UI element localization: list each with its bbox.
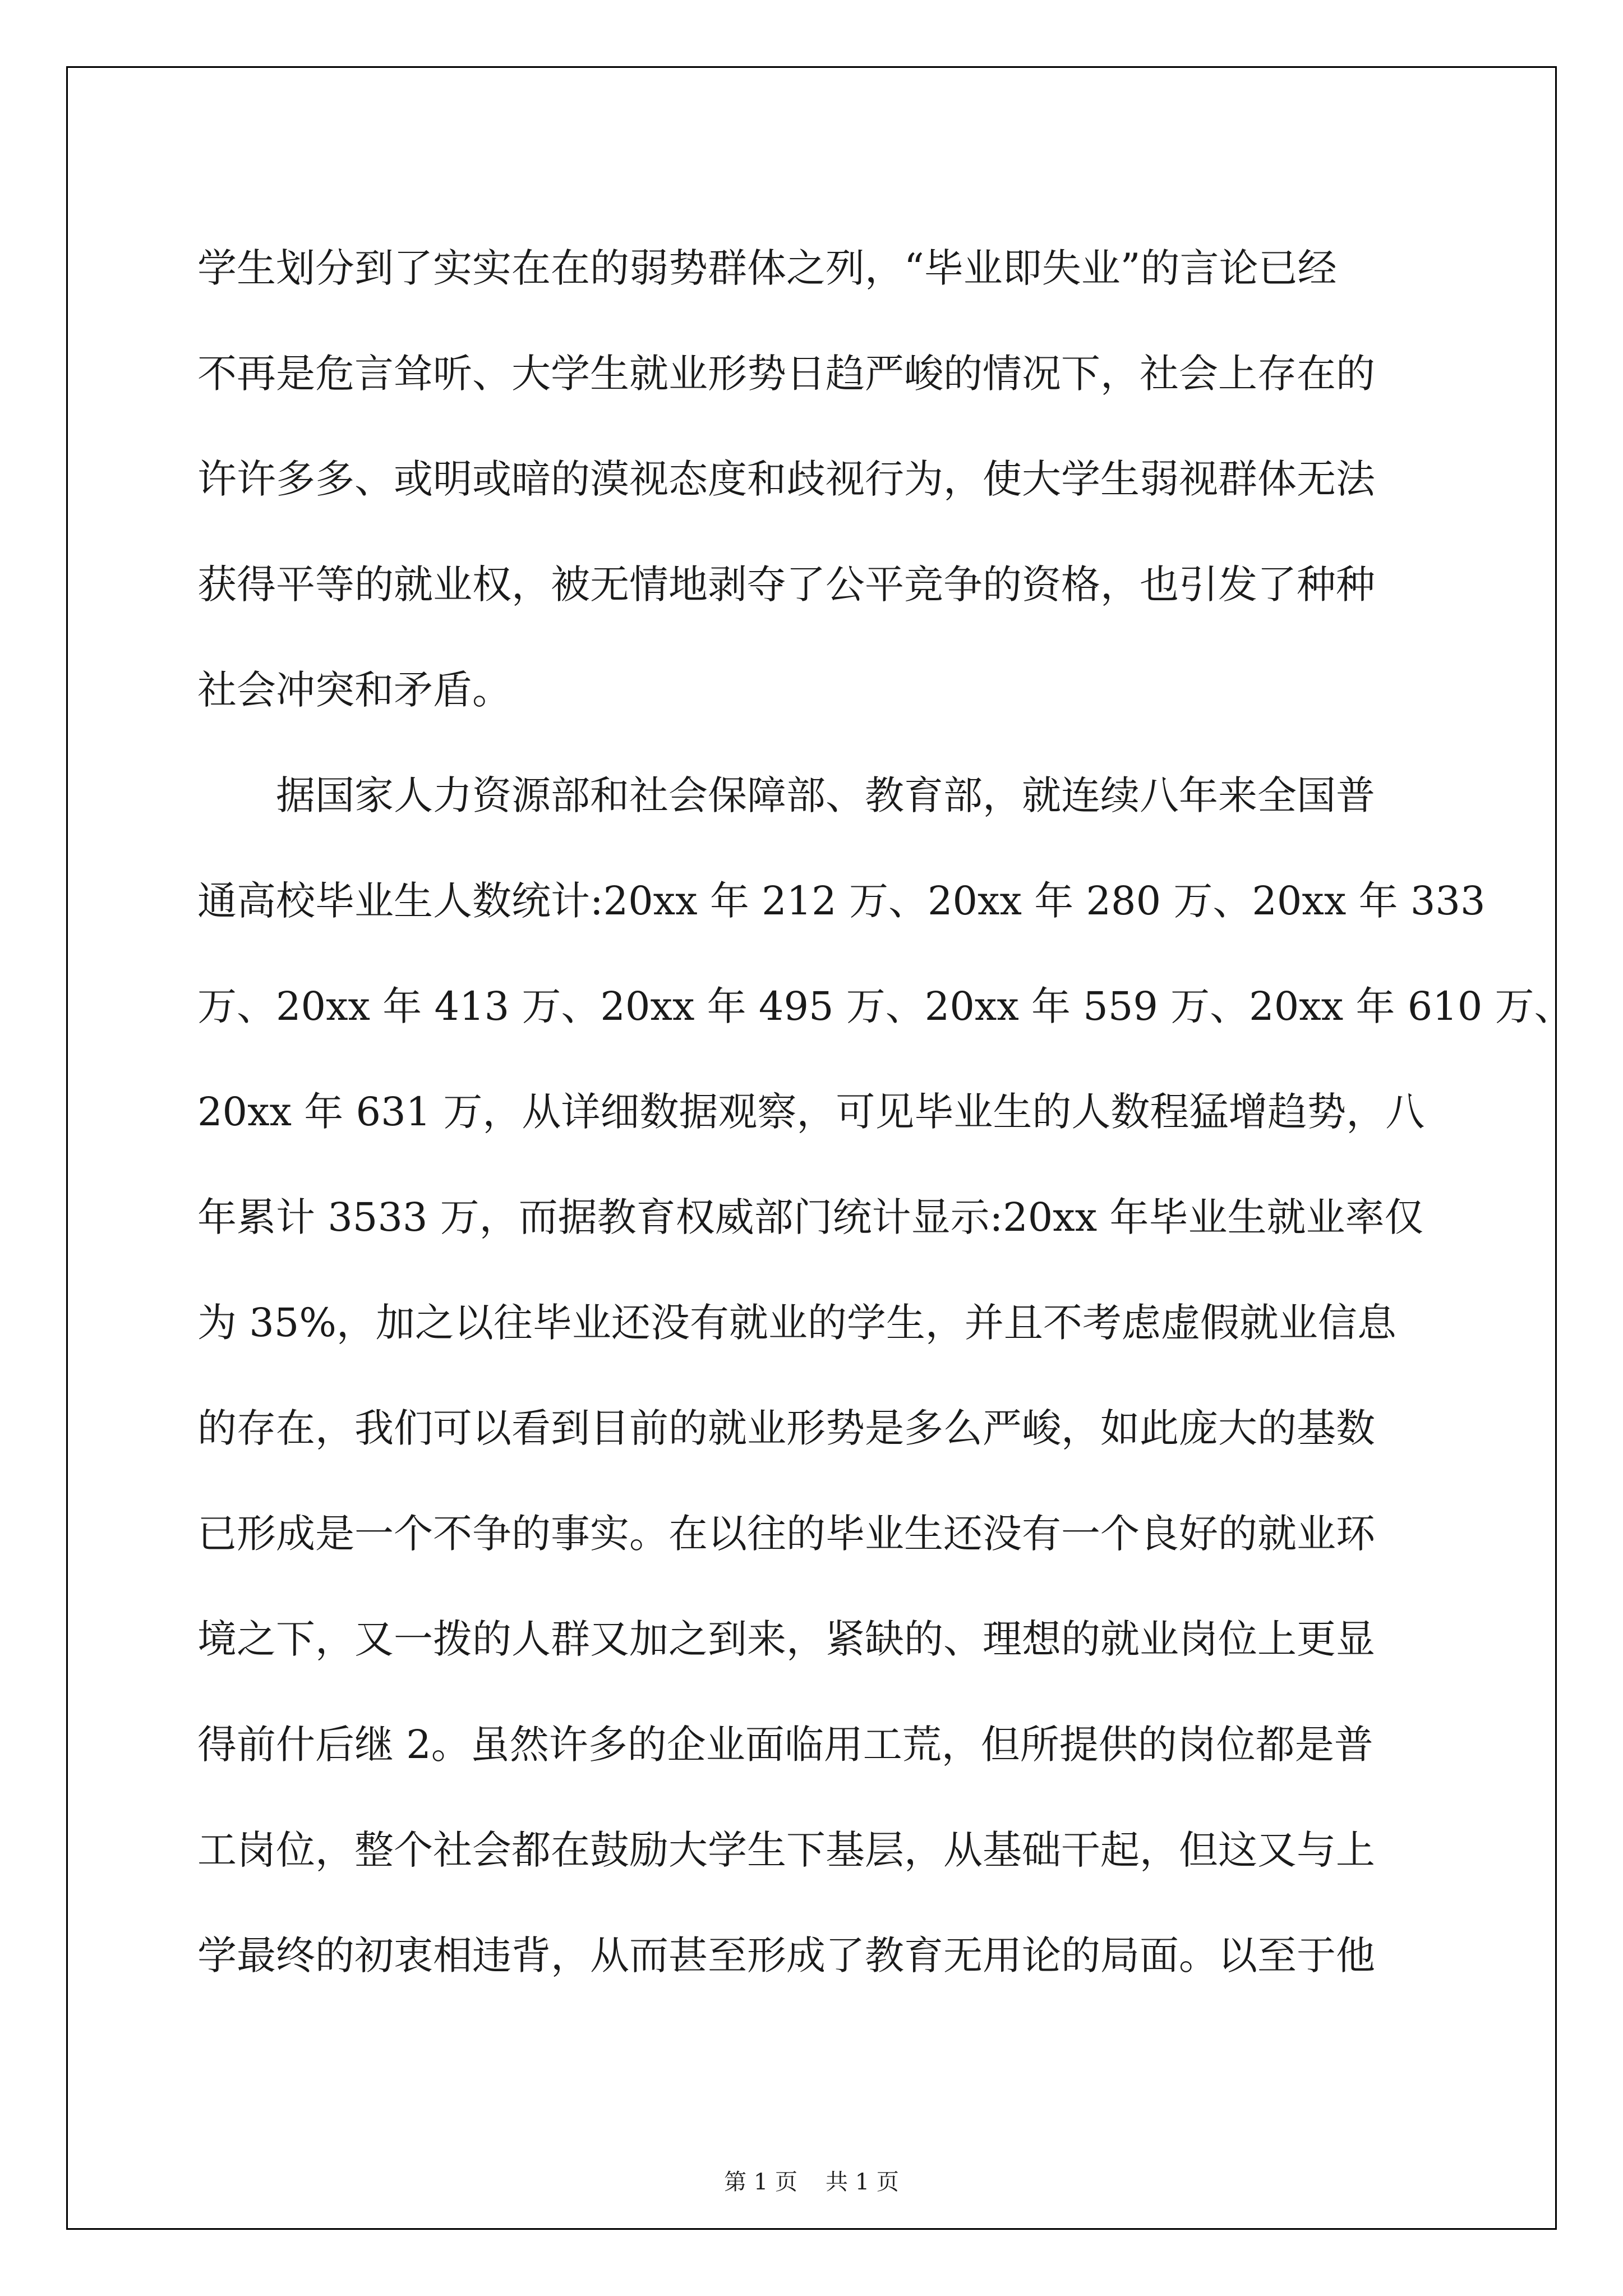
page-number: 第 1 页	[724, 2169, 797, 2195]
text-line: 工岗位，整个社会都在鼓励大学生下基层，从基础干起，但这又与上	[197, 1827, 1375, 1873]
text-line: 社会冲突和矛盾。	[197, 667, 511, 713]
text-line: 得前什后继 2。虽然许多的企业面临用工荒，但所提供的岗位都是普	[197, 1722, 1373, 1768]
text-line: 学最终的初衷相违背，从而甚至形成了教育无用论的局面。以至于他	[197, 1932, 1375, 1978]
paragraph-2	[197, 743, 1574, 2008]
text-line: 为 35%，加之以往毕业还没有就业的学生，并且不考虑虚假就业信息	[197, 1300, 1396, 1346]
text-line: 学生划分到了实实在在的弱势群体之列，“毕业即失业”的言论已经	[197, 245, 1337, 291]
text-line: 不再是危言耸听、大学生就业形势日趋严峻的情况下，社会上存在的	[197, 351, 1375, 397]
page-footer	[0, 2165, 1623, 2199]
text-line: 万、20xx 年 413 万、20xx 年 495 万、20xx 年 559 万、20xx 年 610 万、	[197, 983, 1574, 1029]
text-line: 年累计 3533 万，而据教育权威部门统计显示:20xx 年毕业生就业率仅	[197, 1194, 1424, 1240]
text-line: 许许多多、或明或暗的漠视态度和歧视行为，使大学生弱视群体无法	[197, 456, 1375, 502]
text-line: 20xx 年 631 万，从详细数据观察，可见毕业生的人数程猛增趋势，八	[197, 1089, 1425, 1135]
text-line: 通高校毕业生人数统计:20xx 年 212 万、20xx 年 280 万、20xx 年 333	[197, 878, 1486, 924]
text-line: 已形成是一个不争的事实。在以往的毕业生还没有一个良好的就业环	[197, 1511, 1375, 1557]
page-total: 共 1 页	[826, 2169, 899, 2195]
text-line: 获得平等的就业权，被无情地剥夺了公平竞争的资格，也引发了种种	[197, 562, 1375, 608]
text-line: 据国家人力资源部和社会保障部、教育部，就连续八年来全国普	[197, 772, 1375, 818]
paragraph-1	[197, 215, 1454, 743]
text-line: 境之下，又一拨的人群又加之到来，紧缺的、理想的就业岗位上更显	[197, 1616, 1375, 1662]
text-line: 的存在，我们可以看到目前的就业形势是多么严峻，如此庞大的基数	[197, 1405, 1375, 1451]
document-body	[197, 215, 1574, 2008]
